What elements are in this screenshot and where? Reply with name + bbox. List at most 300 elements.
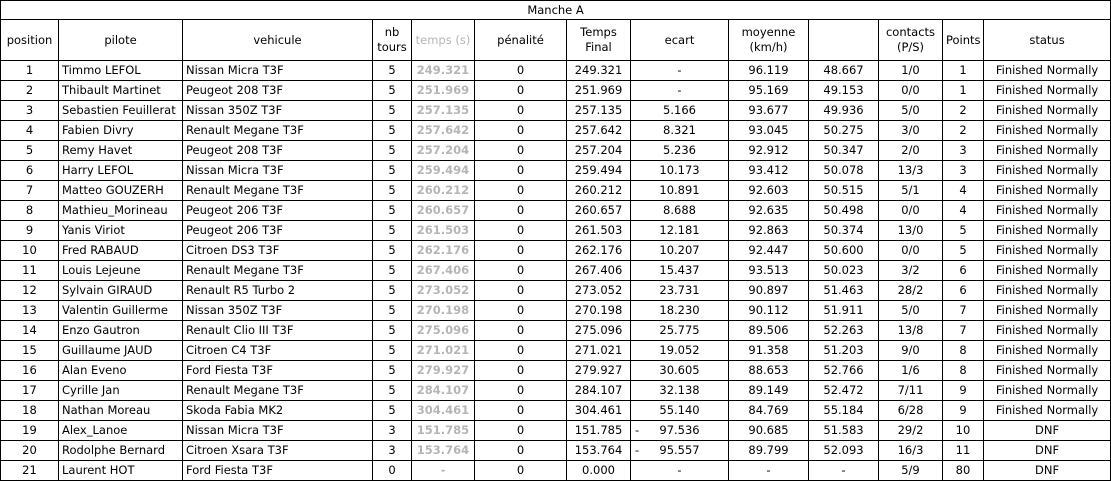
cell-ecart — [631, 181, 729, 201]
cell-nb-tours: 5 — [373, 121, 412, 141]
title-row — [1, 1, 1111, 20]
cell-status: Finished Normally — [984, 181, 1111, 201]
cell-points: 1 — [943, 81, 984, 101]
cell-penalite: 0 — [475, 461, 567, 481]
cell-nb-tours: 5 — [373, 321, 412, 341]
cell-temps: 257.204 — [412, 141, 475, 161]
cell-unlabeled: 50.023 — [809, 261, 879, 281]
cell-temps-final: 151.785 — [567, 421, 631, 441]
cell-status: DNF — [984, 461, 1111, 481]
cell-points: 9 — [943, 381, 984, 401]
cell-ecart — [631, 301, 729, 321]
cell-temps-final: 304.461 — [567, 401, 631, 421]
cell-pilote: Matteo GOUZERH — [59, 181, 183, 201]
cell-points: 8 — [943, 361, 984, 381]
cell-contacts: 2/0 — [879, 141, 943, 161]
table-row — [1, 461, 1111, 481]
cell-position: 14 — [1, 321, 59, 341]
cell-unlabeled: 52.093 — [809, 441, 879, 461]
cell-nb-tours: 5 — [373, 341, 412, 361]
cell-ecart — [631, 261, 729, 281]
cell-penalite: 0 — [475, 301, 567, 321]
cell-ecart — [631, 161, 729, 181]
cell-ecart — [631, 221, 729, 241]
ecart-value: 95.557 — [659, 443, 700, 457]
table-row — [1, 121, 1111, 141]
cell-status: Finished Normally — [984, 321, 1111, 341]
cell-status: Finished Normally — [984, 261, 1111, 281]
table-row — [1, 321, 1111, 341]
cell-contacts: 0/0 — [879, 241, 943, 261]
ecart-value: 5.166 — [663, 103, 696, 117]
cell-temps-final: 259.494 — [567, 161, 631, 181]
cell-nb-tours: 5 — [373, 81, 412, 101]
cell-ecart — [631, 121, 729, 141]
cell-temps-final: 257.642 — [567, 121, 631, 141]
cell-contacts: 0/0 — [879, 81, 943, 101]
cell-nb-tours: 5 — [373, 281, 412, 301]
table-row — [1, 441, 1111, 461]
cell-vehicule: Renault Clio III T3F — [183, 321, 373, 341]
cell-unlabeled: 52.263 — [809, 321, 879, 341]
cell-penalite: 0 — [475, 441, 567, 461]
cell-unlabeled: 50.600 — [809, 241, 879, 261]
cell-penalite: 0 — [475, 401, 567, 421]
cell-vehicule: Nissan 350Z T3F — [183, 101, 373, 121]
cell-pilote: Guillaume JAUD — [59, 341, 183, 361]
cell-temps: 279.927 — [412, 361, 475, 381]
cell-temps: 273.052 — [412, 281, 475, 301]
cell-moyenne: 89.149 — [729, 381, 809, 401]
cell-points: 11 — [943, 441, 984, 461]
cell-nb-tours: 5 — [373, 181, 412, 201]
cell-pilote: Harry LEFOL — [59, 161, 183, 181]
cell-status: Finished Normally — [984, 101, 1111, 121]
cell-penalite: 0 — [475, 361, 567, 381]
cell-status: Finished Normally — [984, 281, 1111, 301]
cell-status: Finished Normally — [984, 221, 1111, 241]
cell-unlabeled: 55.184 — [809, 401, 879, 421]
cell-temps: 257.135 — [412, 101, 475, 121]
cell-unlabeled: 51.583 — [809, 421, 879, 441]
cell-temps: 270.198 — [412, 301, 475, 321]
cell-moyenne: 90.112 — [729, 301, 809, 321]
cell-nb-tours: 0 — [373, 461, 412, 481]
ecart-value: 8.688 — [663, 203, 696, 217]
cell-temps-final: 260.212 — [567, 181, 631, 201]
cell-unlabeled: 52.766 — [809, 361, 879, 381]
cell-pilote: Louis Lejeune — [59, 261, 183, 281]
ecart-value: 8.321 — [663, 123, 696, 137]
cell-temps: - — [412, 461, 475, 481]
cell-status: Finished Normally — [984, 61, 1111, 81]
cell-vehicule: Nissan Micra T3F — [183, 61, 373, 81]
header-position: position — [1, 20, 59, 61]
cell-ecart — [631, 361, 729, 381]
cell-moyenne: 96.119 — [729, 61, 809, 81]
cell-temps: 262.176 — [412, 241, 475, 261]
cell-moyenne: 88.653 — [729, 361, 809, 381]
cell-penalite: 0 — [475, 81, 567, 101]
cell-contacts: 7/11 — [879, 381, 943, 401]
cell-status: DNF — [984, 441, 1111, 461]
cell-temps: 304.461 — [412, 401, 475, 421]
cell-temps-final: 249.321 — [567, 61, 631, 81]
cell-unlabeled: 51.463 — [809, 281, 879, 301]
cell-contacts: 3/0 — [879, 121, 943, 141]
table-row — [1, 281, 1111, 301]
table-row — [1, 221, 1111, 241]
header-pilote: pilote — [59, 20, 183, 61]
cell-vehicule: Skoda Fabia MK2 — [183, 401, 373, 421]
cell-temps: 249.321 — [412, 61, 475, 81]
cell-vehicule: Citroen Xsara T3F — [183, 441, 373, 461]
cell-position: 5 — [1, 141, 59, 161]
cell-status: Finished Normally — [984, 301, 1111, 321]
cell-points: 7 — [943, 321, 984, 341]
cell-temps-final: 279.927 — [567, 361, 631, 381]
cell-contacts: 5/1 — [879, 181, 943, 201]
cell-vehicule: Renault R5 Turbo 2 — [183, 281, 373, 301]
cell-penalite: 0 — [475, 141, 567, 161]
table-row — [1, 381, 1111, 401]
table-row — [1, 401, 1111, 421]
cell-temps: 153.764 — [412, 441, 475, 461]
ecart-value: 30.605 — [659, 363, 700, 377]
cell-nb-tours: 3 — [373, 441, 412, 461]
cell-unlabeled: 50.275 — [809, 121, 879, 141]
cell-unlabeled: 51.203 — [809, 341, 879, 361]
cell-contacts: 3/2 — [879, 261, 943, 281]
header-temps: temps (s) — [412, 20, 475, 61]
cell-moyenne: 92.863 — [729, 221, 809, 241]
cell-pilote: Valentin Guillerme — [59, 301, 183, 321]
cell-contacts: 13/0 — [879, 221, 943, 241]
cell-ecart — [631, 141, 729, 161]
cell-temps: 261.503 — [412, 221, 475, 241]
cell-penalite: 0 — [475, 341, 567, 361]
cell-contacts: 13/3 — [879, 161, 943, 181]
ecart-value: 18.230 — [659, 303, 700, 317]
cell-status: Finished Normally — [984, 201, 1111, 221]
table-title: Manche A — [1, 1, 1111, 20]
cell-pilote: Remy Havet — [59, 141, 183, 161]
table-row — [1, 421, 1111, 441]
cell-vehicule: Renault Megane T3F — [183, 261, 373, 281]
cell-nb-tours: 5 — [373, 161, 412, 181]
cell-nb-tours: 5 — [373, 381, 412, 401]
cell-temps-final: 260.657 — [567, 201, 631, 221]
cell-ecart — [631, 241, 729, 261]
cell-points: 6 — [943, 261, 984, 281]
header-moyenne: moyenne (km/h) — [729, 20, 809, 61]
ecart-value: 23.731 — [659, 283, 700, 297]
cell-penalite: 0 — [475, 221, 567, 241]
cell-contacts: 5/0 — [879, 301, 943, 321]
cell-nb-tours: 5 — [373, 61, 412, 81]
table-row — [1, 301, 1111, 321]
cell-temps-final: 271.021 — [567, 341, 631, 361]
cell-vehicule: Renault Megane T3F — [183, 381, 373, 401]
cell-penalite: 0 — [475, 261, 567, 281]
cell-ecart — [631, 101, 729, 121]
cell-points: 5 — [943, 221, 984, 241]
cell-points: 7 — [943, 301, 984, 321]
cell-temps: 257.642 — [412, 121, 475, 141]
cell-ecart — [631, 81, 729, 101]
cell-ecart — [631, 281, 729, 301]
cell-vehicule: Nissan Micra T3F — [183, 421, 373, 441]
cell-points: 3 — [943, 141, 984, 161]
cell-moyenne: 89.506 — [729, 321, 809, 341]
cell-status: Finished Normally — [984, 81, 1111, 101]
cell-points: 9 — [943, 401, 984, 421]
cell-position: 11 — [1, 261, 59, 281]
cell-ecart — [631, 401, 729, 421]
cell-ecart — [631, 381, 729, 401]
cell-position: 16 — [1, 361, 59, 381]
cell-penalite: 0 — [475, 421, 567, 441]
cell-temps-final: 257.204 — [567, 141, 631, 161]
cell-contacts: 9/0 — [879, 341, 943, 361]
cell-temps: 260.657 — [412, 201, 475, 221]
cell-ecart — [631, 341, 729, 361]
cell-pilote: Timmo LEFOL — [59, 61, 183, 81]
cell-points: 2 — [943, 121, 984, 141]
cell-position: 8 — [1, 201, 59, 221]
ecart-value: 10.207 — [659, 243, 700, 257]
cell-moyenne: 84.769 — [729, 401, 809, 421]
cell-vehicule: Renault Megane T3F — [183, 181, 373, 201]
header-blank — [809, 20, 879, 61]
cell-nb-tours: 5 — [373, 141, 412, 161]
cell-moyenne: - — [729, 461, 809, 481]
cell-contacts: 6/28 — [879, 401, 943, 421]
cell-moyenne: 92.603 — [729, 181, 809, 201]
cell-moyenne: 90.685 — [729, 421, 809, 441]
cell-unlabeled: 51.911 — [809, 301, 879, 321]
cell-penalite: 0 — [475, 381, 567, 401]
cell-unlabeled: 50.498 — [809, 201, 879, 221]
cell-unlabeled: 49.153 — [809, 81, 879, 101]
cell-moyenne: 95.169 — [729, 81, 809, 101]
cell-status: Finished Normally — [984, 401, 1111, 421]
header-penalite: pénalité — [475, 20, 567, 61]
cell-contacts: 5/9 — [879, 461, 943, 481]
cell-temps: 251.969 — [412, 81, 475, 101]
cell-moyenne: 89.799 — [729, 441, 809, 461]
cell-position: 6 — [1, 161, 59, 181]
cell-contacts: 0/0 — [879, 201, 943, 221]
cell-ecart — [631, 441, 729, 461]
cell-unlabeled: 50.515 — [809, 181, 879, 201]
cell-position: 9 — [1, 221, 59, 241]
cell-temps-final: 270.198 — [567, 301, 631, 321]
cell-temps: 284.107 — [412, 381, 475, 401]
header-row — [1, 20, 1111, 61]
ecart-value: 25.775 — [659, 323, 700, 337]
cell-unlabeled: 52.472 — [809, 381, 879, 401]
header-temps-final: Temps Final — [567, 20, 631, 61]
cell-pilote: Enzo Gautron — [59, 321, 183, 341]
cell-temps: 151.785 — [412, 421, 475, 441]
cell-penalite: 0 — [475, 201, 567, 221]
cell-temps-final: 273.052 — [567, 281, 631, 301]
cell-position: 20 — [1, 441, 59, 461]
cell-nb-tours: 3 — [373, 421, 412, 441]
cell-nb-tours: 5 — [373, 101, 412, 121]
ecart-value: 10.891 — [659, 183, 700, 197]
cell-unlabeled: 50.374 — [809, 221, 879, 241]
table-row — [1, 241, 1111, 261]
cell-temps: 259.494 — [412, 161, 475, 181]
cell-pilote: Fabien Divry — [59, 121, 183, 141]
cell-nb-tours: 5 — [373, 261, 412, 281]
table-row — [1, 81, 1111, 101]
cell-moyenne: 92.912 — [729, 141, 809, 161]
cell-temps: 271.021 — [412, 341, 475, 361]
cell-pilote: Mathieu_Morineau — [59, 201, 183, 221]
ecart-value: - — [677, 83, 682, 97]
cell-pilote: Laurent HOT — [59, 461, 183, 481]
header-contacts: contacts (P/S) — [879, 20, 943, 61]
cell-temps-final: 257.135 — [567, 101, 631, 121]
cell-moyenne: 93.677 — [729, 101, 809, 121]
cell-contacts: 13/8 — [879, 321, 943, 341]
cell-position: 3 — [1, 101, 59, 121]
cell-vehicule: Renault Megane T3F — [183, 121, 373, 141]
table-row — [1, 341, 1111, 361]
cell-temps: 267.406 — [412, 261, 475, 281]
cell-nb-tours: 5 — [373, 401, 412, 421]
cell-temps-final: 267.406 — [567, 261, 631, 281]
cell-pilote: Sylvain GIRAUD — [59, 281, 183, 301]
cell-nb-tours: 5 — [373, 301, 412, 321]
table-row — [1, 201, 1111, 221]
cell-unlabeled: 50.347 — [809, 141, 879, 161]
cell-penalite: 0 — [475, 61, 567, 81]
table-row — [1, 141, 1111, 161]
cell-pilote: Cyrille Jan — [59, 381, 183, 401]
cell-unlabeled: 50.078 — [809, 161, 879, 181]
cell-vehicule: Peugeot 206 T3F — [183, 201, 373, 221]
cell-ecart — [631, 421, 729, 441]
cell-moyenne: 93.045 — [729, 121, 809, 141]
ecart-value: 15.437 — [659, 263, 700, 277]
cell-points: 2 — [943, 101, 984, 121]
cell-status: Finished Normally — [984, 241, 1111, 261]
cell-moyenne: 91.358 — [729, 341, 809, 361]
cell-points: 10 — [943, 421, 984, 441]
cell-status: DNF — [984, 421, 1111, 441]
cell-unlabeled: - — [809, 461, 879, 481]
cell-points: 80 — [943, 461, 984, 481]
cell-penalite: 0 — [475, 281, 567, 301]
cell-status: Finished Normally — [984, 361, 1111, 381]
ecart-value: 19.052 — [659, 343, 700, 357]
cell-nb-tours: 5 — [373, 221, 412, 241]
ecart-value: - — [677, 63, 682, 77]
cell-temps: 275.096 — [412, 321, 475, 341]
cell-moyenne: 93.412 — [729, 161, 809, 181]
cell-points: 1 — [943, 61, 984, 81]
cell-unlabeled: 48.667 — [809, 61, 879, 81]
cell-penalite: 0 — [475, 321, 567, 341]
cell-pilote: Rodolphe Bernard — [59, 441, 183, 461]
cell-penalite: 0 — [475, 161, 567, 181]
ecart-dash: - — [635, 423, 640, 437]
cell-temps: 260.212 — [412, 181, 475, 201]
cell-contacts: 1/6 — [879, 361, 943, 381]
ecart-value: 12.181 — [659, 223, 700, 237]
cell-contacts: 1/0 — [879, 61, 943, 81]
cell-nb-tours: 5 — [373, 241, 412, 261]
table-row — [1, 161, 1111, 181]
cell-temps-final: 262.176 — [567, 241, 631, 261]
cell-position: 13 — [1, 301, 59, 321]
cell-pilote: Nathan Moreau — [59, 401, 183, 421]
cell-points: 3 — [943, 161, 984, 181]
cell-position: 10 — [1, 241, 59, 261]
cell-vehicule: Nissan 350Z T3F — [183, 301, 373, 321]
cell-position: 4 — [1, 121, 59, 141]
cell-vehicule: Citroen DS3 T3F — [183, 241, 373, 261]
cell-points: 4 — [943, 201, 984, 221]
cell-penalite: 0 — [475, 121, 567, 141]
cell-nb-tours: 5 — [373, 201, 412, 221]
cell-vehicule: Ford Fiesta T3F — [183, 461, 373, 481]
table-row — [1, 361, 1111, 381]
table-row — [1, 101, 1111, 121]
cell-vehicule: Ford Fiesta T3F — [183, 361, 373, 381]
cell-pilote: Thibault Martinet — [59, 81, 183, 101]
cell-position: 1 — [1, 61, 59, 81]
cell-temps-final: 251.969 — [567, 81, 631, 101]
cell-pilote: Alan Eveno — [59, 361, 183, 381]
cell-temps-final: 153.764 — [567, 441, 631, 461]
cell-position: 2 — [1, 81, 59, 101]
cell-temps-final: 284.107 — [567, 381, 631, 401]
ecart-value: 5.236 — [663, 143, 696, 157]
ecart-value: - — [677, 463, 682, 477]
cell-moyenne: 90.897 — [729, 281, 809, 301]
cell-pilote: Sebastien Feuillerat — [59, 101, 183, 121]
table-row — [1, 181, 1111, 201]
ecart-value: 32.138 — [659, 383, 700, 397]
cell-vehicule: Citroen C4 T3F — [183, 341, 373, 361]
cell-ecart — [631, 201, 729, 221]
cell-status: Finished Normally — [984, 341, 1111, 361]
ecart-dash: - — [635, 443, 640, 457]
cell-unlabeled: 49.936 — [809, 101, 879, 121]
cell-temps-final: 261.503 — [567, 221, 631, 241]
cell-moyenne: 92.447 — [729, 241, 809, 261]
cell-vehicule: Peugeot 208 T3F — [183, 81, 373, 101]
cell-contacts: 29/2 — [879, 421, 943, 441]
cell-points: 5 — [943, 241, 984, 261]
cell-vehicule: Peugeot 206 T3F — [183, 221, 373, 241]
cell-temps-final: 275.096 — [567, 321, 631, 341]
cell-status: Finished Normally — [984, 161, 1111, 181]
cell-contacts: 28/2 — [879, 281, 943, 301]
cell-moyenne: 92.635 — [729, 201, 809, 221]
cell-pilote: Fred RABAUD — [59, 241, 183, 261]
cell-pilote: Alex_Lanoe — [59, 421, 183, 441]
table-row — [1, 61, 1111, 81]
cell-vehicule: Nissan Micra T3F — [183, 161, 373, 181]
cell-status: Finished Normally — [984, 381, 1111, 401]
cell-moyenne: 93.513 — [729, 261, 809, 281]
